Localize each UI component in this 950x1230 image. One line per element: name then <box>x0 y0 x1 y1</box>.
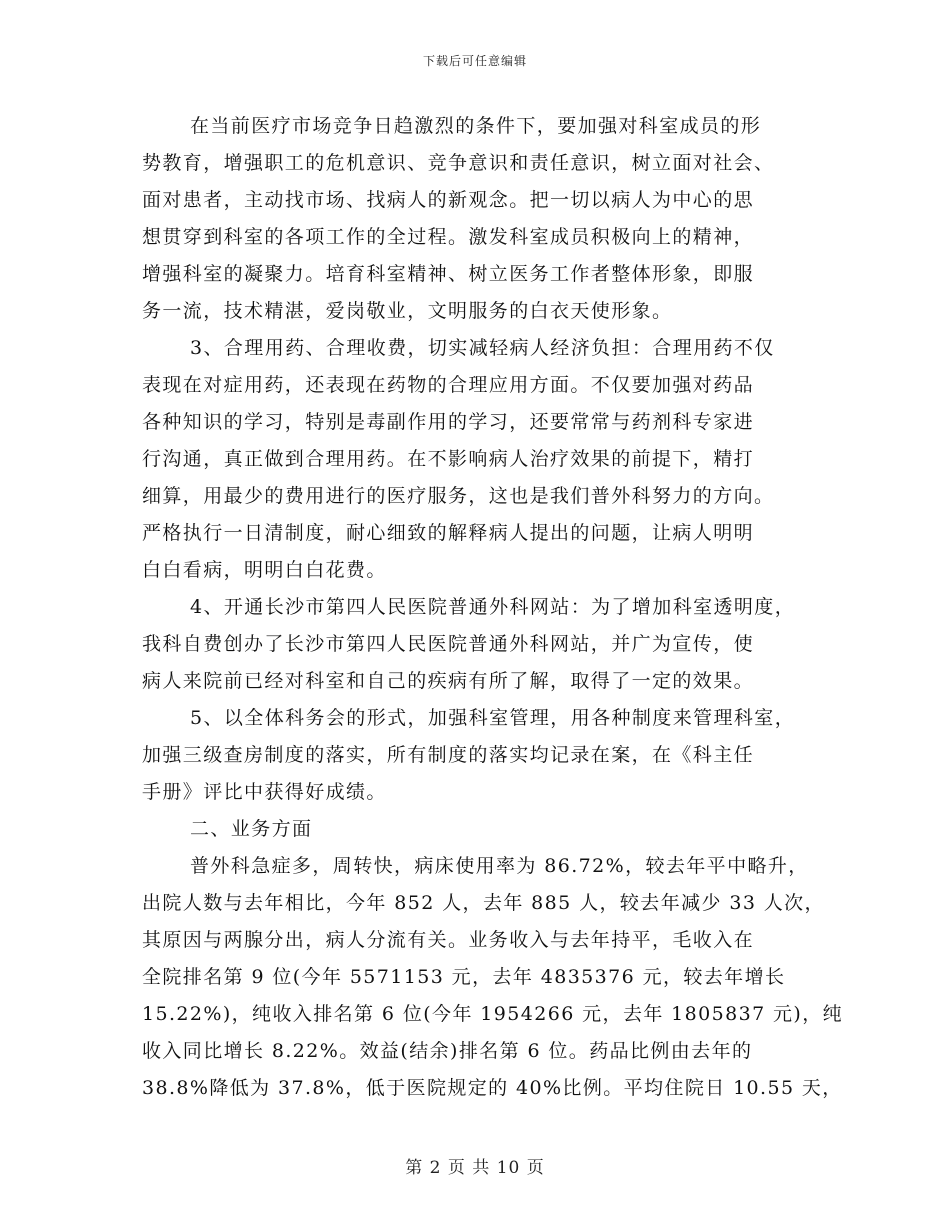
text-line: 面对患者，主动找市场、找病人的新观念。把一切以病人为中心的思 <box>142 189 755 211</box>
text-line: 全院排名第 9 位(今年 5571153 元，去年 4835376 元，较去年增长 <box>142 966 786 988</box>
text-line: 各种知识的学习，特别是毒副作用的学习，还要常常与药剂科专家进 <box>142 411 755 433</box>
text-line: 收入同比增长 8.22%。效益(结余)排名第 6 位。药品比例由去年的 <box>142 1040 753 1062</box>
text-line: 其原因与两腺分出，病人分流有关。业务收入与去年持平，毛收入在 <box>142 929 755 951</box>
text-line: 表现在对症用药，还表现在药物的合理应用方面。不仅要加强对药品 <box>142 374 755 396</box>
text-line: 严格执行一日清制度，耐心细致的解释病人提出的问题，让病人明明 <box>142 522 755 544</box>
text-line: 在当前医疗市场竞争日趋激烈的条件下，要加强对科室成员的形 <box>190 115 762 137</box>
page-header: 下载后可任意编辑 <box>422 54 527 68</box>
text-line: 务一流，技术精湛，爱岗敬业，文明服务的白衣天使形象。 <box>142 300 673 322</box>
text-line: 3、合理用药、合理收费，切实减轻病人经济负担：合理用药不仅 <box>190 337 775 359</box>
text-line: 想贯穿到科室的各项工作的全过程。激发科室成员积极向上的精神， <box>142 226 755 248</box>
text-line: 细算，用最少的费用进行的医疗服务，这也是我们普外科努力的方向。 <box>142 485 775 507</box>
text-line: 38.8%降低为 37.8%，低于医院规定的 40%比例。平均住院日 10.55 天， <box>142 1077 843 1099</box>
document-body <box>142 108 844 1107</box>
text-line: 4、开通长沙市第四人民医院普通外科网站：为了增加科室透明度， <box>190 596 796 618</box>
section-heading: 二、业务方面 <box>190 818 313 840</box>
text-line: 病人来院前已经对科室和自己的疾病有所了解，取得了一定的效果。 <box>142 670 755 692</box>
text-line: 白白看病，明明白白花费。 <box>142 559 387 581</box>
text-line: 加强三级查房制度的落实，所有制度的落实均记录在案，在《科主任 <box>142 744 755 766</box>
text-line: 5、以全体科务会的形式，加强科室管理，用各种制度来管理科室， <box>190 707 796 729</box>
text-line: 手册》评比中获得好成绩。 <box>142 781 387 803</box>
page-number: 第 2 页 共 10 页 <box>405 1158 545 1178</box>
text-line: 出院人数与去年相比，今年 852 人，去年 885 人，较去年减少 33 人次， <box>142 892 825 914</box>
text-line: 行沟通，真正做到合理用药。在不影响病人治疗效果的前提下，精打 <box>142 448 755 470</box>
text-line: 增强科室的凝聚力。培育科室精神、树立医务工作者整体形象，即服 <box>142 263 755 285</box>
text-line: 普外科急症多，周转快，病床使用率为 86.72%，较去年平中略升， <box>190 855 809 877</box>
text-line: 15.22%)，纯收入排名第 6 位(今年 1954266 元，去年 1805837 元)，纯 <box>142 1003 844 1025</box>
text-line: 势教育，增强职工的危机意识、竞争意识和责任意识，树立面对社会、 <box>142 152 775 174</box>
text-line: 我科自费创办了长沙市第四人民医院普通外科网站，并广为宣传，使 <box>142 633 755 655</box>
